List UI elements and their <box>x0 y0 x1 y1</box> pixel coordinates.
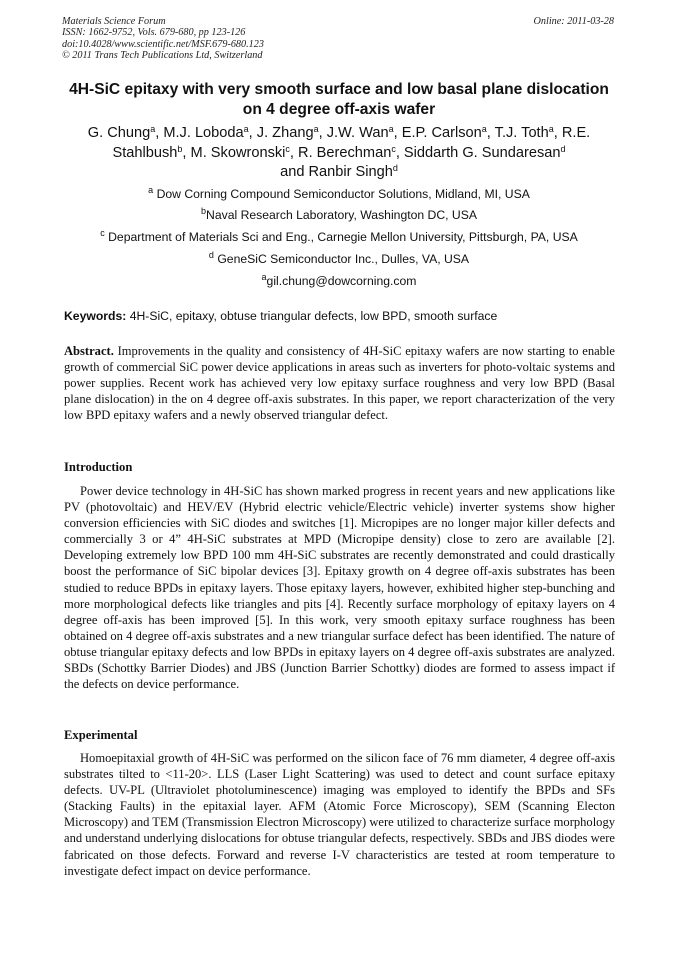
author-affiliation-mark: a <box>243 124 249 134</box>
section-heading-introduction: Introduction <box>64 460 133 474</box>
keywords-text: 4H-SiC, epitaxy, obtuse triangular defects, low BPD, smooth surface <box>129 309 498 323</box>
author <box>327 125 394 141</box>
affiliation-text: Naval Research Laboratory, Washington DC, USA <box>206 208 477 222</box>
author <box>88 125 155 141</box>
paper-title <box>58 80 620 120</box>
author <box>191 145 290 161</box>
author-affiliation-mark: b <box>177 143 183 154</box>
author-name: E.P. Carlson <box>401 125 482 141</box>
abstract-text: Improvements in the quality and consistency of 4H-SiC epitaxy wafers are now starting to enable growth of commercial SiC power device applications in areas such as inverters for photo-voltaic systems and power supplies. Recent work has achieved very low epitaxy surface roughness and very low BPD (Basal plane dislocation) in the on 4 degree off-axis substrates. In this paper, we report characterization of the very low BPD epitaxy wafers and a newly observed triangular defect. <box>64 344 616 423</box>
author-affiliation-mark: a <box>313 124 319 134</box>
contact-email <box>58 274 620 289</box>
author <box>309 164 398 180</box>
author-affiliation-mark: c <box>285 143 290 154</box>
affiliation-mark: a <box>148 185 154 195</box>
online-date: Online: 2011-03-28 <box>533 16 614 27</box>
author-name: M. Skowronski <box>190 144 286 161</box>
author <box>402 125 487 141</box>
author-affiliation-mark: c <box>391 143 396 154</box>
author-name: G. Chung <box>87 125 151 141</box>
author-name: Siddarth G. Sundaresan <box>403 144 561 161</box>
author-name: R.E. Stahlbush <box>112 125 591 161</box>
author-name: J. Zhang <box>256 125 314 141</box>
experimental-body: Homoepitaxial growth of 4H-SiC was performed on the silicon face of 76 mm diameter, 4 degree off-axis substrates tilted to <11-20>. LLS (Laser Light Scattering) was used to detect and count surface epitaxy defects. UV-PL (Ultraviolet photoluminescence) imaging was employed to identify the BPDs and SFs (Stacking Faults) in the epitaxial layer. AFM (Atomic Force Microscopy), SEM (Scanning Electon Microscopy) and TEM (Transmission Electron Microscopy) were utilized to characterize surface morphology and understand underlying dislocations for obtuse triangular defects, respectively. SBDs and JBS diodes were fabricated on those defects. Forward and reverse I-V characteristics are tested at room temperature to investigate defect impact on device performance. <box>64 751 615 878</box>
abstract-label: Abstract. <box>64 344 114 358</box>
author <box>257 125 319 141</box>
affiliation-text: Dow Corning Compound Semiconductor Solutions, Midland, MI, USA <box>156 187 530 201</box>
author-name: J.W. Wan <box>326 125 389 141</box>
introduction-body: Power device technology in 4H-SiC has shown marked progress in recent years and new applications like PV (photovoltaic) and HEV/EV (Hybrid electric vehicle/Electric vehicle) inverter systems show higher conversion efficiencies with SiC diodes and switches [1]. Micropipes are no longer major killer defects and commercially 3 or 4” 4H-SiC substrates at MPD (Micropipe density) close to zero are available [2]. Developing extremely low BPD 100 mm 4H-SiC substrates are recently demonstrated and could drastically boost the performance of SiC bipolar devices [3]. Epitaxy growth on 4 degree off-axis substrates has been studied to reduce BPDs in epitaxy layers. Those epitaxy layers, however, exhibited higher step-bunching and more morphological defects like triangles and pits [4]. Recently surface morphology of epitaxy layers on 4 degree off-axis has been improved [5]. In this work, very smooth epitaxy surface roughness has been obtained on 4 degree off-axis substrates and a new triangular surface defect has been identified. The nature of obtuse triangular epitaxy defects and low BPDs in epitaxy layers on 4 degree off-axis substrates are analyzed. SBDs (Schottky Barrier Diodes) and JBS (Junction Barrier Schottky) diodes are formed to assess impact if the defects on device performance. <box>64 484 615 692</box>
author-name: R. Berechman <box>298 144 392 161</box>
journal-name: Materials Science Forum <box>62 16 166 27</box>
copyright-line: © 2011 Trans Tech Publications Ltd, Switzerland <box>62 49 263 61</box>
title-line-2: on 4 degree off-axis wafer <box>242 101 436 118</box>
author-affiliation-mark: a <box>481 124 487 134</box>
email-text: gil.chung@dowcorning.com <box>266 274 417 288</box>
keywords-label: Keywords: <box>64 309 127 323</box>
title-line-1: 4H-SiC epitaxy with very smooth surface and low basal plane dislocation <box>69 81 609 98</box>
author-affiliation-mark: a <box>388 124 394 134</box>
author-affiliation-mark: a <box>150 124 156 134</box>
affiliation <box>58 230 620 245</box>
author <box>495 125 554 141</box>
affiliation <box>58 187 620 202</box>
author-affiliation-mark: a <box>548 124 554 134</box>
affiliation-mark: d <box>208 250 214 260</box>
author-name: T.J. Toth <box>494 125 549 141</box>
affiliation-mark: c <box>100 228 105 238</box>
author-list: G. Chung$^a$, M.J. Loboda$^a$, J. Zhang$^a$, J.W. Wan$^a$, E.P. Carlson$^a$, T.J. Toth$^a$, R.E. Stahlbush$^b$, M. Skowronski$^c$, R. Berechman$^c$, Siddarth G. Sundaresan$^d$ and Ranbir Singh$^d$ <box>87 124 591 180</box>
affiliation-text: GeneSiC Semiconductor Inc., Dulles, VA, USA <box>217 252 470 266</box>
author <box>163 125 248 141</box>
author-name: M.J. Loboda <box>163 125 244 141</box>
affiliation-mark: b <box>201 206 207 216</box>
author <box>298 145 396 161</box>
affiliation <box>58 252 620 267</box>
section-heading-experimental: Experimental <box>64 728 138 742</box>
affiliation-text: Department of Materials Sci and Eng., Carnegie Mellon University, Pittsburgh, PA, USA <box>108 230 578 244</box>
author-affiliation-mark: d <box>392 163 398 173</box>
doi-line: doi:10.4028/www.scientific.net/MSF.679-680.123 <box>62 38 264 50</box>
journal-header <box>62 16 614 61</box>
issn-line: ISSN: 1662-9752, Vols. 679-680, pp 123-126 <box>62 27 246 39</box>
author-affiliation-mark: d <box>560 143 566 154</box>
author <box>404 145 566 161</box>
abstract <box>64 343 615 423</box>
author-name: Ranbir Singh <box>308 164 393 180</box>
keywords <box>64 309 616 324</box>
affiliation-mark: a <box>261 272 267 282</box>
affiliation <box>58 208 620 223</box>
